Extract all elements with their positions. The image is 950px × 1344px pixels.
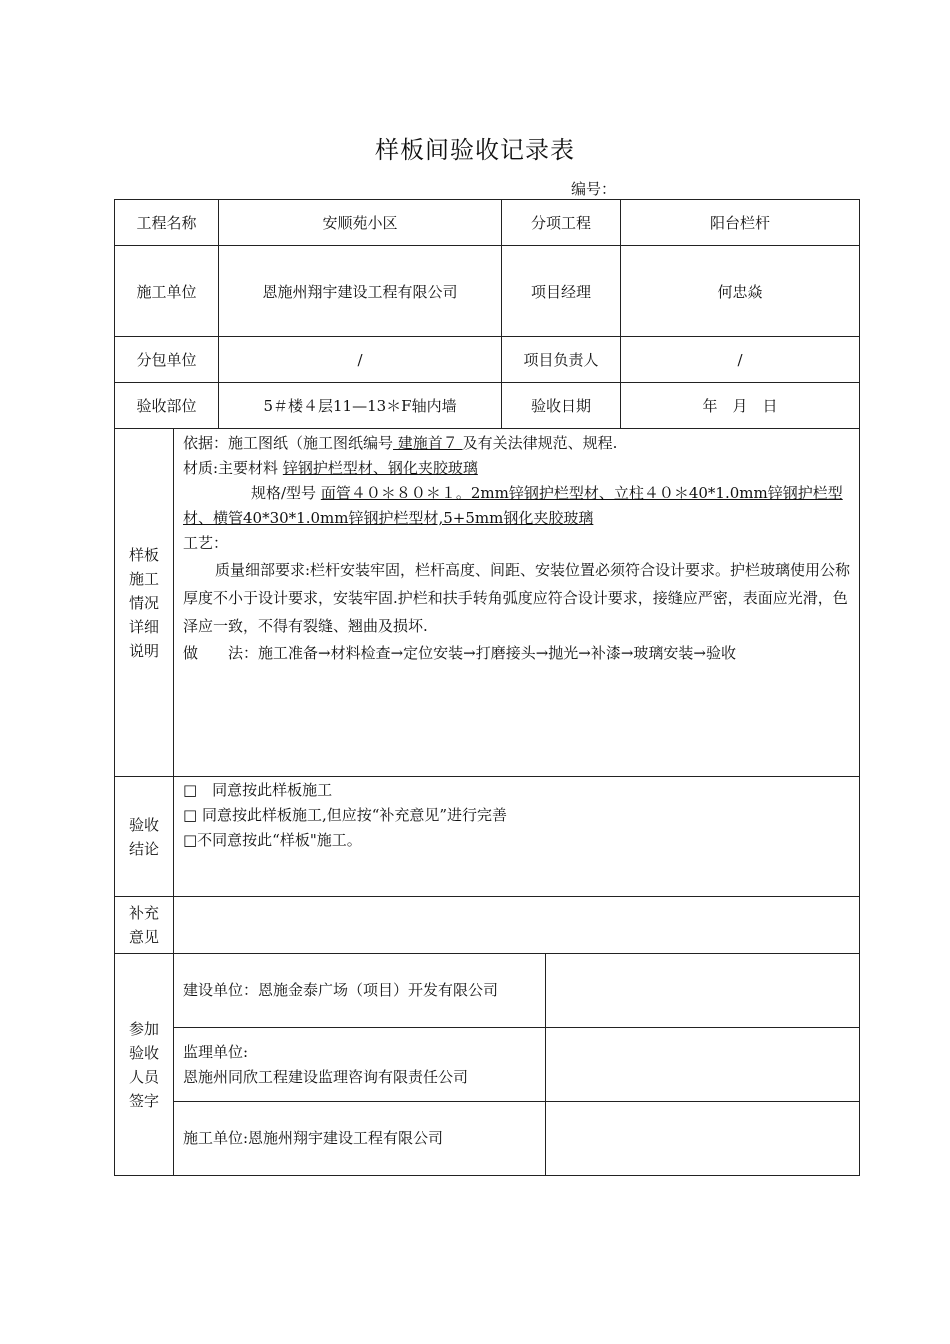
serial-number-label: 编号： — [571, 180, 617, 198]
supervisor-signature-box[interactable] — [546, 1028, 860, 1102]
detail-content — [174, 429, 860, 777]
signatures-label-text: 参加验收人员签字 — [129, 1019, 160, 1110]
row-contractor — [115, 246, 860, 337]
conclusion-label-text: 验收结论 — [129, 815, 160, 858]
sub-project-label: 分项工程 — [502, 200, 621, 246]
row-subcontractor — [115, 337, 860, 383]
craft-label: 工艺： — [183, 534, 229, 552]
builder-unit: 建设单位：恩施金泰广场（项目）开发有限公司 — [174, 954, 546, 1028]
row-detail — [115, 429, 860, 777]
supplement-content[interactable] — [174, 897, 860, 954]
conclusion-option-approve-with-changes[interactable]: □ 同意按此样板施工,但应按“补充意见”进行完善 — [183, 806, 508, 824]
spec-line — [183, 481, 851, 531]
row-project — [115, 200, 860, 246]
detail-label — [115, 429, 174, 777]
contractor-signature-box[interactable] — [546, 1102, 860, 1176]
conclusion-label — [115, 777, 174, 897]
spec-prefix: 规格/型号 — [251, 484, 321, 502]
sub-project-value: 阳台栏杆 — [621, 200, 860, 246]
location-label: 验收部位 — [115, 383, 219, 429]
spec-value: 面管４０＊８０＊１。2mm锌钢护栏型材、立柱４０＊40*1.0mm锌钢护栏型材、横管40*30*1.0mm锌钢护栏型材,5+5mm钢化夹胶玻璃 — [183, 484, 843, 527]
conclusion-options — [174, 777, 860, 897]
supplement-label-text: 补充意见 — [129, 904, 160, 946]
document-title: 样板间验收记录表 — [375, 136, 575, 164]
detail-label-text: 样板施工情况详细说明 — [129, 545, 160, 660]
conclusion-option-approve[interactable]: □ 同意按此样板施工 — [183, 781, 333, 799]
row-supplement — [115, 897, 860, 954]
row-location — [115, 383, 860, 429]
method-line: 做 法：施工准备→材料检查→定位安装→打磨接头→抛光→补漆→玻璃安装→验收 — [183, 644, 736, 662]
material-prefix: 材质:主要材料 — [183, 459, 279, 477]
manager-label: 项目经理 — [502, 246, 621, 337]
contractor-label: 施工单位 — [115, 246, 219, 337]
conclusion-option-reject[interactable]: □不同意按此“样板"施工。 — [183, 831, 362, 849]
contractor-unit: 施工单位:恩施州翔宇建设工程有限公司 — [174, 1102, 546, 1176]
acceptance-form-table — [114, 199, 860, 1176]
row-sign-supervisor — [115, 1028, 860, 1102]
signatures-label — [115, 954, 174, 1176]
row-sign-contractor — [115, 1102, 860, 1176]
manager-value: 何忠焱 — [621, 246, 860, 337]
supervisor-label: 监理单位: — [183, 1042, 249, 1061]
row-conclusion — [115, 777, 860, 897]
quality-requirements: 质量细部要求:栏杆安装牢固，栏杆高度、间距、安装位置必须符合设计要求。护栏玻璃使用公称厚度不小于设计要求，安装牢固.护栏和扶手转角弧度应符合设计要求，接缝应严密，表面应光滑，色泽应一致，不得有裂缝、翘曲及损坏. — [183, 561, 851, 635]
basis-drawing-code: 建施首７ — [393, 434, 463, 452]
supplement-label — [115, 897, 174, 954]
subcontractor-value: / — [219, 337, 502, 383]
material-line — [183, 456, 851, 481]
supervisor-unit — [174, 1028, 546, 1102]
location-value: 5＃楼４层11—13＊F轴内墙 — [219, 383, 502, 429]
date-label: 验收日期 — [502, 383, 621, 429]
basis-prefix: 依据：施工图纸（施工图纸编号 — [183, 434, 394, 452]
basis-suffix: 及有关法律规范、规程. — [462, 434, 618, 452]
contractor-value: 恩施州翔宇建设工程有限公司 — [219, 246, 502, 337]
responsible-value: / — [621, 337, 860, 383]
builder-signature-box[interactable] — [546, 954, 860, 1028]
basis-line — [183, 431, 851, 456]
row-sign-builder — [115, 954, 860, 1028]
responsible-label: 项目负责人 — [502, 337, 621, 383]
project-name-label: 工程名称 — [115, 200, 219, 246]
subcontractor-label: 分包单位 — [115, 337, 219, 383]
supervisor-name: 恩施州同欣工程建设监理咨询有限责任公司 — [183, 1067, 469, 1086]
material-value: 锌钢护栏型材、钢化夹胶玻璃 — [282, 459, 478, 477]
project-name-value: 安顺苑小区 — [219, 200, 502, 246]
date-value: 年 月 日 — [621, 383, 860, 429]
